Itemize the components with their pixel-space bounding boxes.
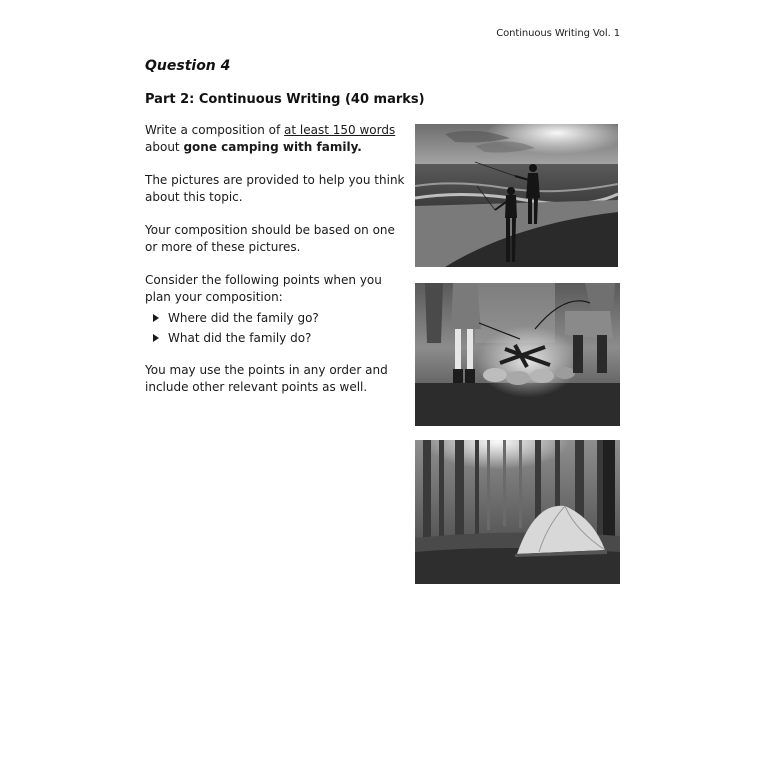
composition-topic: gone camping with family. bbox=[183, 139, 362, 154]
instruction-paragraph-4: Consider the following points when you plan your composition: bbox=[145, 273, 382, 304]
points-list bbox=[145, 308, 407, 348]
instruction-paragraph-1 bbox=[145, 122, 407, 155]
question-title: Question 4 bbox=[145, 58, 231, 74]
bullet-triangle-icon bbox=[153, 314, 159, 322]
list-item bbox=[153, 328, 407, 348]
campfire-photo bbox=[415, 283, 620, 426]
fishing-at-beach-photo bbox=[415, 124, 618, 267]
point-text: Where did the family go? bbox=[168, 311, 319, 325]
instruction-paragraph-2: The pictures are provided to help you think about this topic. bbox=[145, 173, 405, 204]
instruction-paragraph-5: You may use the points in any order and include other relevant points as well. bbox=[145, 363, 388, 394]
instruction-prefix: Write a composition of bbox=[145, 123, 285, 137]
tent-in-forest-photo bbox=[415, 440, 620, 584]
instruction-paragraph-3: Your composition should be based on one or more of these pictures. bbox=[145, 223, 395, 254]
instruction-about: about bbox=[145, 139, 184, 154]
bullet-triangle-icon bbox=[153, 334, 159, 342]
list-item bbox=[153, 308, 407, 328]
instructions bbox=[145, 122, 407, 412]
word-count-requirement: at least 150 words bbox=[284, 123, 396, 137]
point-text: What did the family do? bbox=[168, 331, 312, 345]
part-title: Part 2: Continuous Writing (40 marks) bbox=[145, 92, 425, 107]
running-head: Continuous Writing Vol. 1 bbox=[496, 28, 620, 39]
